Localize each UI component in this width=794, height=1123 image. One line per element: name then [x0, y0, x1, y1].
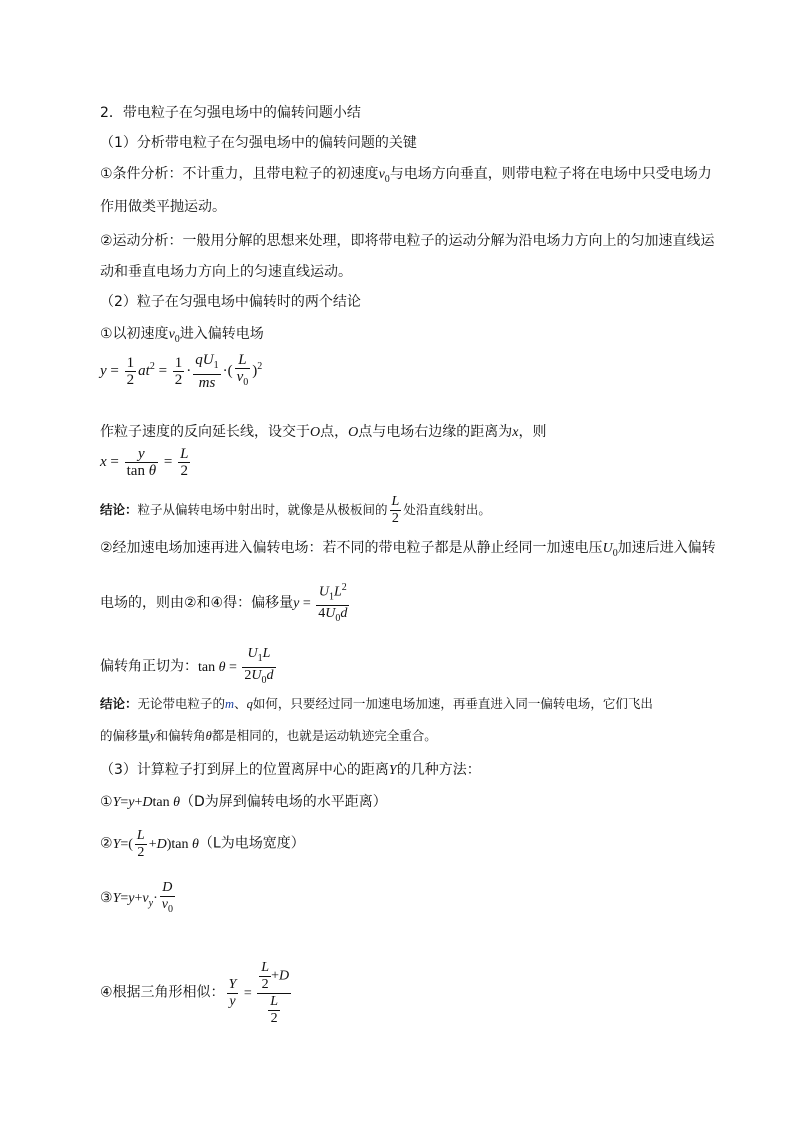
tan-line: 偏转角正切为：tan θ = $\frac{U_1L}{2U_0d}$ [100, 646, 274, 686]
section3-title: （3）计算粒子打到屏上的位置离屏中心的距离Y的几种方法： [100, 762, 481, 778]
heading: 2．带电粒子在匀强电场中的偏转问题小结 [100, 105, 361, 121]
equation-x: x = $\frac{y}{\text{tan θ}}$ = $\frac{L}{2}$ [100, 446, 189, 479]
method3: $③Y=y+v_y\cdot$ $\frac{D}{v_0}$ [100, 880, 173, 915]
conclusion2-line1: 结论：无论带电粒子的m、q如何，只要经过同一加速电场加速，再垂直进入同一偏转电场，它们飞出 [100, 696, 653, 711]
method2: ②Y=( $\frac{L}{2}$ +D)tan θ（L为电场宽度） [100, 828, 305, 860]
extension-line: 作粒子速度的反向延长线，设交于O点，O点与电场右边缘的距离为x，则 [100, 424, 547, 440]
item2-line1: ②经加速电场加速再进入偏转电场：若不同的带电粒子都是从静止经同一加速电压$U_0$加速后进入偏转 [100, 540, 716, 559]
section2-title: （2）粒子在匀强电场中偏转时的两个结论 [100, 294, 361, 310]
condition-analysis-line1: ①条件分析：不计重力，且带电粒子的初速度$v_0$与电场方向垂直，则带电粒子将在电场中只受电场力 [100, 166, 712, 185]
motion-analysis-line1: ②运动分析：一般用分解的思想来处理，即将带电粒子的运动分解为沿电场力方向上的匀加速直线运 [100, 233, 715, 249]
section1-title: （1）分析带电粒子在匀强电场中的偏转问题的关键 [100, 135, 417, 151]
conclusion2-line2: 的偏移量y和偏转角θ都是相同的，也就是运动轨迹完全重合。 [100, 728, 437, 743]
item2-line2: 电场的，则由②和④得：偏移量y = $\frac{U_1L^2}{4U_0d}$ [100, 582, 348, 625]
method1: ①Y=y+Dtan θ（D为屏到偏转电场的水平距离） [100, 794, 387, 810]
conclusion1: 结论：粒子从偏转电场中射出时，就像是从极板间的 $\frac{L}{2}$ 处沿直线射出。 [100, 494, 491, 526]
condition-analysis-line2: 作用做类平抛运动。 [100, 199, 226, 215]
item1-line: ①以初速度$v_0$进入偏转电场 [100, 326, 264, 345]
motion-analysis-line2: 动和垂直电场力方向上的匀速直线运动。 [100, 264, 352, 280]
method4: ④根据三角形相似： $\frac{Y}{y}$ = $\frac{L}{2}$ +D $\frac{L}{2}$ [100, 960, 290, 1026]
equation-y: y = $\frac{1}{2}$ $at^2$ = $\frac{1}{2}$ · $\frac{qU_1}{ms}$ ·( $\frac{L}{v_0}$ )$^2$ [100, 352, 263, 391]
